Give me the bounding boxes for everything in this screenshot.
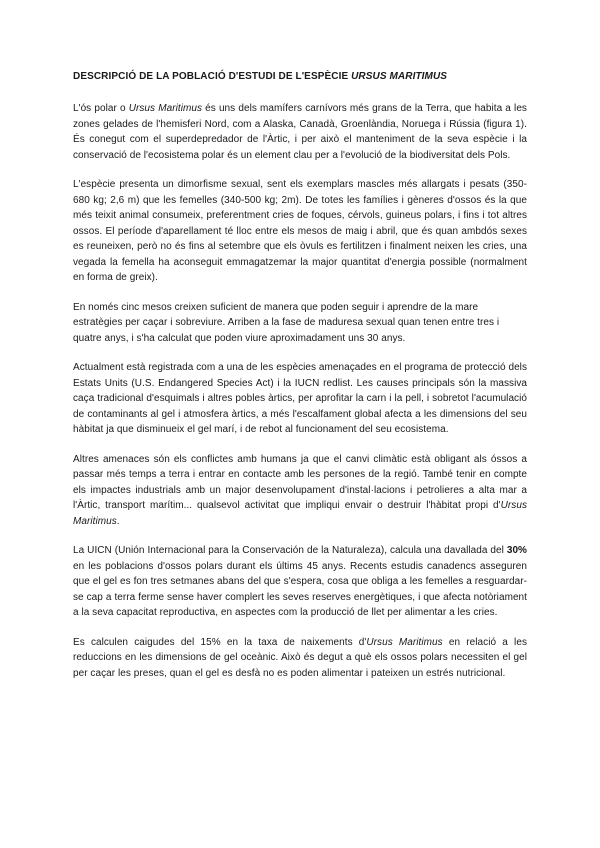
title-prefix: DESCRIPCIÓ DE LA POBLACIÓ D'ESTUDI DE L'ESPÈCIE xyxy=(73,71,352,82)
paragraph-text: . xyxy=(116,515,120,527)
paragraph-text: L'espècie presenta un dimorfisme sexual, sent els exemplars mascles més allargats i pesats (350-680 kg; 2,6 m) que les femelles (340-500 kg; 2m). De totes les famílies i gèneres d'ossos és la que més teixit animal consumeix, preferentment cries de foques, cérvols, guineus polars, i fins i tot altres ossos. El període d'aparellament té lloc entre els mesos de maig i abril, que és quan ambdós sexes es reuneixen, però no és fins al setembre que els òvuls es fertilitzen i finalment neixen les cries, una vegada la femella ha aconseguit emmagatzemar la major quantitat d'energia possible (normalment en forma de greix). xyxy=(73,179,527,283)
paragraph-p2 xyxy=(73,177,527,286)
species-name: Ursus Maritimus xyxy=(366,636,443,648)
paragraph-text: L'ós polar o xyxy=(73,103,129,114)
paragraph-text: En només cinc mesos creixen suficient de manera que poden seguir i aprendre de la mare estratègies per caçar i sobreviure. Arriben a la fase de maduresa sexual quan tenen entre tres i quatre anys, i s'ha calculat que poden viure aproximadament uns 30 anys. xyxy=(73,301,500,344)
species-name: Ursus Maritimus xyxy=(128,103,203,114)
title-species-name: URSUS MARITIMUS xyxy=(351,71,448,82)
paragraph-p6 xyxy=(73,543,527,621)
paragraph-list xyxy=(73,101,527,681)
document-title xyxy=(73,70,527,84)
paragraph-text: Es calculen caigudes del 15% en la taxa de naixements d' xyxy=(73,636,367,648)
paragraph-p1 xyxy=(73,101,527,163)
paragraph-text: en les poblacions d'ossos polars durant els últims 45 anys. Recents estudis canadencs asseguren que el gel es fon tres setmanes abans del que s'espera, cosa que obliga a les femelles a resguardar-se cap a terra ferme sense haver complert les seves reserves energètiques, i que afecta notòriament a la seva capacitat reproductiva, en aspectes com la producció de llet per alimentar a les cries. xyxy=(73,560,527,618)
paragraph-text: Altres amenaces són els conflictes amb humans ja que el canvi climàtic està obligant als óssos a passar més temps a terra i entrar en contacte amb les persones de la regió. També tenir en compte els impactes industrials amb un major desenvolupament d'instal·lacions i petrolieres a alta mar a l'Àrtic, transport marítim... qualsevol activitat que impliqui envair o destruir l'hàbitat propi d' xyxy=(73,453,527,511)
paragraph-p5 xyxy=(73,452,527,530)
highlighted-figure: 30% xyxy=(506,545,527,556)
species-name: Ursus Maritimus xyxy=(73,500,527,527)
paragraph-text: és uns dels mamífers carnívors més grans de la Terra, que habita a les zones gelades de l'hemisferi Nord, com a Alaska, Canadà, Groenlàndia, Noruega i Rússia (figura 1). És conegut com el superdepredador de l'Àrtic, i per això el manteniment de la seva espècie i la conservació de l'ecosistema polar és un element clau per a l'evolució de la biodiversitat dels Pols. xyxy=(73,103,527,161)
paragraph-p4 xyxy=(73,360,527,438)
paragraph-text: en relació a les reduccions en les dimensions de gel oceànic. Això és degut a què els ossos polars necessiten el gel per caçar les preses, quan el gel es desfà no es poden alimentar i pateixen un estrés nutricional. xyxy=(73,636,527,679)
paragraph-text: La UICN (Unión Internacional para la Conservación de la Naturaleza), calcula una davallada del xyxy=(73,545,507,556)
paragraph-p3 xyxy=(73,300,527,347)
document-body xyxy=(73,70,527,695)
paragraph-text: Actualment està registrada com a una de les espècies amenaçades en el programa de protecció dels Estats Units (U.S. Endangered Species Act) i la IUCN redlist. Les causes principals són la massiva caça tradicional d'esquimals i altres pobles àrtics, per aprofitar la carn i la pell, i sobretot l'acumulació de contaminants al gel i atmosfera àrtics, a més l'escalfament global afecta a les dimensions del seu hàbitat ja que disminueix el gel marí, i de rebot al funcionament del seu ecosistema. xyxy=(73,362,527,435)
paragraph-p7 xyxy=(73,635,527,682)
